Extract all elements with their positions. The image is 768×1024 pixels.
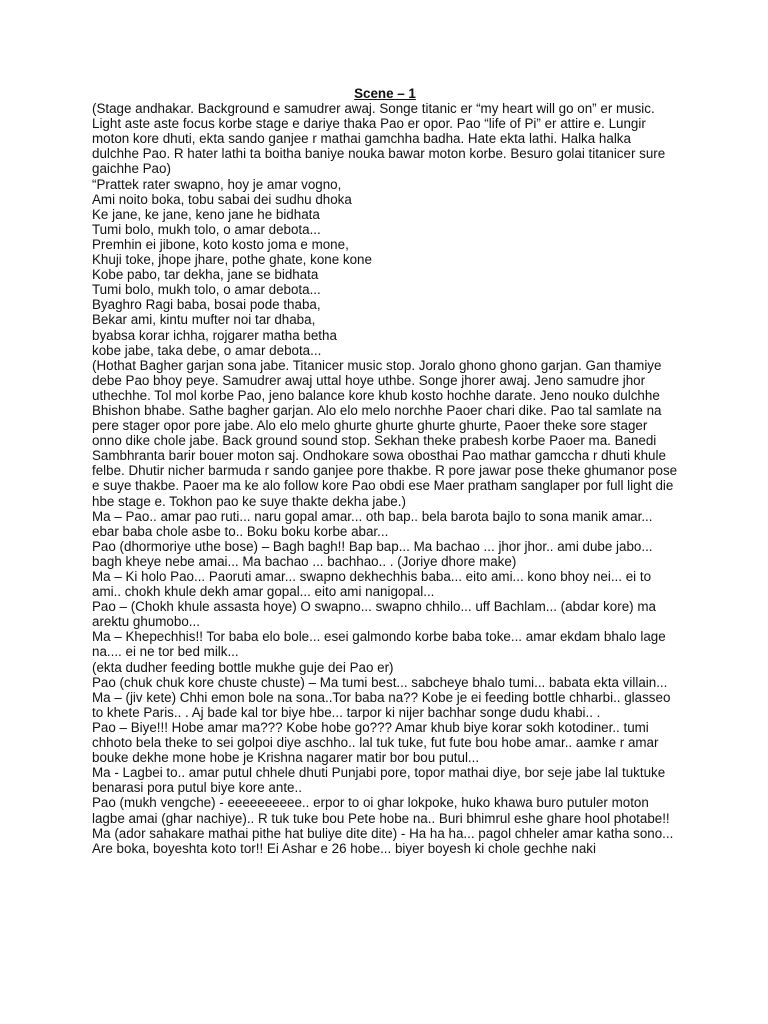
dialogue-line: Pao (chuk chuk kore chuste chuste) – Ma tumi best... sabcheye bhalo tumi... babata ekta villain... — [92, 674, 668, 690]
dialogue-line: Ma (ador sahakare mathai pithe hat buliye dite dite) - Ha ha ha... pagol chheler amar katha sono... Are boka, boyeshta koto tor!! Ei Ashar e 26 hobe... biyer boyesh ki chole gechhe naki — [92, 825, 674, 856]
dialogue-line: Pao – (Chokh khule assasta hoye) O swapno... swapno chhilo... uff Bachlam... (abdar kore) ma arektu ghumobo... — [92, 599, 656, 630]
dialogue-line: Ma - Lagbei to.. amar putul chhele dhuti Punjabi pore, topor mathai diye, bor seje jabe lal tuktuke benarasi pora putul biye kore ante.. — [92, 765, 666, 796]
dialogue-line: Ma – Khepechhis!! Tor baba elo bole... esei galmondo korbe baba toke... amar ekdam bhalo lage na.... ei ne tor bed milk... — [92, 629, 666, 660]
scene-title: Scene – 1 — [354, 86, 416, 101]
dialogue-line: Pao – Biye!!! Hobe amar ma??? Kobe hobe go??? Amar khub biye korar sokh kotodiner.. tumi chhoto bela theke to sei golpoi diye aschho.. lal tuk tuke, fut fute bou hobe amar.. aamke r amar bouke dekhe mone hobe je Krishna nagarer matir bor bou putul... — [92, 719, 659, 766]
song-line: Tumi bolo, mukh tolo, o amar debota... — [92, 282, 321, 298]
song-line: Khuji toke, jhope jhare, pothe ghate, kone kone — [92, 252, 372, 268]
stage-direction-intro: (Stage andhakar. Background e samudrer awaj. Songe titanic er “my heart will go on” er music. Light aste aste focus korbe stage e dariye thaka Pao er opor. Pao “life of Pi” er attire e. Lungir moton kore dhuti, ekta sando ganjee r mathai gamchha badha. Hate ekta lathi. Halka halka dulchhe Pao. R hater lathi ta boitha baniye nouka bawar moton korbe. Besuro golai titanicer sure gaichhe Pao) — [92, 101, 666, 177]
song-line: “Prattek rater swapno, hoy je amar vogno, — [92, 176, 342, 192]
dialogue-line: Ma – Ki holo Pao... Paoruti amar... swapno dekhechhis baba... eito ami... kono bhoy nei... ei to ami.. chokh khule dekh amar gopal... eito ami nanigopal... — [92, 569, 652, 600]
song-lyrics — [92, 177, 678, 358]
song-line: Kobe pabo, tar dekha, jane se bidhata — [92, 267, 319, 283]
dialogue-line: Pao (mukh vengche) - eeeeeeeeee.. erpor to oi ghar lokpoke, huko khawa buro putuler moton lagbe amai (ghar nachiye).. R tuk tuke bou Pete hobe na.. Buri bhimrul eshe ghare hool photabe!! — [92, 795, 670, 826]
stage-direction: (ekta dudher feeding bottle mukhe guje dei Pao er) — [92, 659, 394, 675]
dialogue-line: Ma – (jiv kete) Chhi emon bole na sona..Tor baba na?? Kobe je ei feeding bottle chharbi.. glasseo to khete Paris.. . Aj bade kal tor biye hbe... tarpor ki nijer bachhar songe dudu khabi.. . — [92, 689, 671, 720]
script-page — [92, 86, 678, 856]
song-line: Tumi bolo, mukh tolo, o amar debota... — [92, 221, 321, 237]
stage-direction: (Hothat Bagher garjan sona jabe. Titanicer music stop. Joralo ghono ghono garjan. Gan thamiye debe Pao bhoy peye. Samudrer awaj uttal hoye uthbe. Songe jhorer awaj. Jeno samudre jhor uthechhe. Tol mol korbe Pao, jeno balance kore khub kosto hochhe darate. Jeno nouko dulchhe Bhishon bhabe. Sathe bagher garjan. Alo elo melo norchhe Paoer chari dike. Pao tal samlate na pere stager opor pore jabe. Alo elo melo ghurte ghurte ghurte ghurte, Paoer theke sore stager onno dike chole jabe. Back ground sound stop. Sekhan theke prabesh korbe Paoer ma. Banedi Sambhranta barir bouer moton saj. Ondhokare sowa obosthai Pao mathar gamccha r dhuti khule felbe. Dhutir nicher barmuda r sando ganjee pore thakbe. R pore jawar pose theke ghumanor pose e suye thakbe. Paoer ma ke alo follow kore Pao obdi ese Maer pratham sanglaper por full light die hbe stage e. Tokhon pao ke suye thakte dekha jabe.) — [92, 357, 678, 509]
song-line: kobe jabe, taka debe, o amar debota... — [92, 342, 322, 358]
song-line: byabsa korar ichha, rojgarer matha betha — [92, 327, 337, 343]
song-line: Premhin ei jibone, koto kosto joma e mone, — [92, 236, 349, 252]
song-line: Ami noito boka, tobu sabai dei sudhu dhoka — [92, 191, 352, 207]
dialogue-line: Pao (dhormoriye uthe bose) – Bagh bagh!! Bap bap... Ma bachao ... jhor jhor.. ami dube jabo... bagh kheye nebe amai... Ma bachao ... bachhao.. . (Joriye dhore make) — [92, 538, 653, 569]
song-line: Ke jane, ke jane, keno jane he bidhata — [92, 206, 320, 222]
dialogue-line: Ma – Pao.. amar pao ruti... naru gopal amar... oth bap.. bela barota bajlo to sona manik amar... ebar baba chole asbe to.. Boku boku korbe abar... — [92, 508, 653, 539]
song-line: Byaghro Ragi baba, bosai pode thaba, — [92, 297, 321, 313]
song-line: Bekar ami, kintu mufter noi tar dhaba, — [92, 312, 316, 328]
